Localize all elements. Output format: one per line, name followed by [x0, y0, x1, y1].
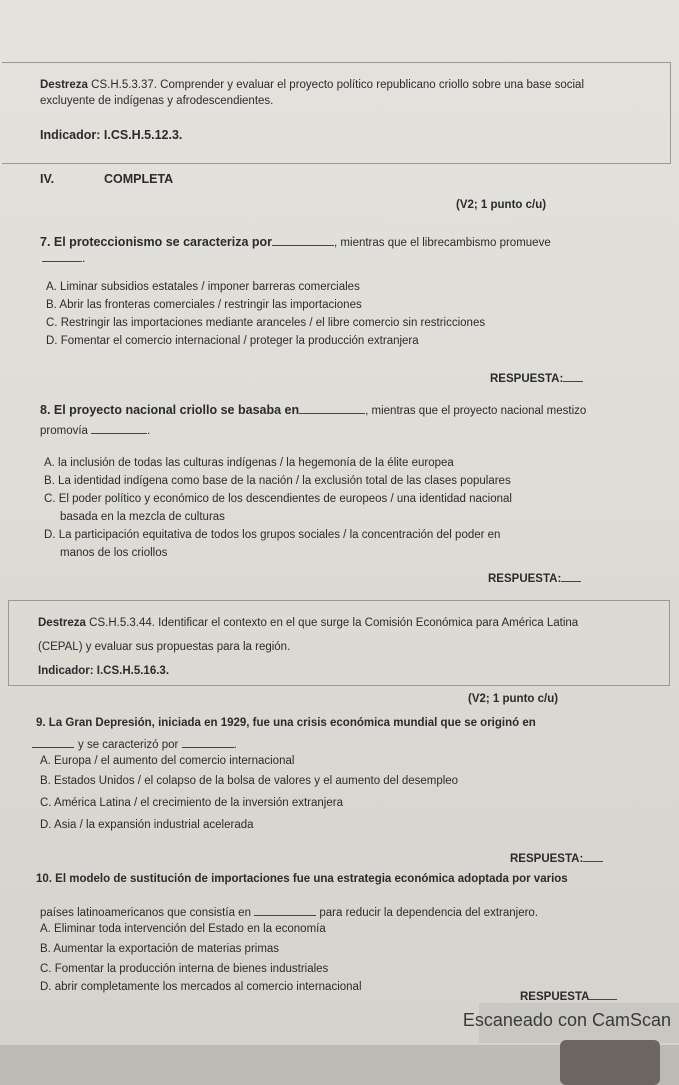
- q7-option-c[interactable]: C. Restringir las importaciones mediante aranceles / el libre comercio sin restricciones: [46, 317, 486, 329]
- points-2: (V2; 1 punto c/u): [468, 693, 559, 705]
- bottom-dark-object: [560, 1040, 660, 1085]
- q9-blank-2[interactable]: [182, 736, 234, 748]
- q8-answer-blank[interactable]: [561, 570, 581, 582]
- q9-option-a[interactable]: A. Europa / el aumento del comercio internacional: [40, 755, 295, 767]
- q8-option-d[interactable]: D. La participación equitativa de todos los grupos sociales / la concentración del poder en: [44, 529, 501, 541]
- q10-option-a[interactable]: A. Eliminar toda intervención del Estado en la economía: [40, 923, 326, 935]
- destreza-2-line2: (CEPAL) y evaluar sus propuestas para la región.: [38, 641, 291, 653]
- q9-line2: y se caracterizó por .: [74, 736, 237, 753]
- q7-line2: .: [42, 250, 85, 266]
- q8-line1: 8. El proyecto nacional criollo se basaba en , mientras que el proyecto nacional mestizo: [40, 403, 587, 417]
- q7-answer-blank[interactable]: [563, 370, 583, 382]
- destreza-1-line2: excluyente de indígenas y afrodescendientes.: [40, 95, 274, 107]
- points-1: (V2; 1 punto c/u): [456, 199, 547, 211]
- q9-blank-1[interactable]: [32, 736, 74, 748]
- q10-answer-blank[interactable]: [589, 988, 617, 1000]
- q8-option-b[interactable]: B. La identidad indígena como base de la nación / la exclusión total de las clases populares: [44, 475, 511, 487]
- part-title: COMPLETA: [104, 172, 174, 186]
- q7-line1: 7. El proteccionismo se caracteriza por , mientras que el librecambismo promueve: [40, 235, 551, 249]
- q8-option-a[interactable]: A. la inclusión de todas las culturas indígenas / la hegemonía de la élite europea: [44, 457, 454, 469]
- q7-blank-1[interactable]: [272, 234, 334, 246]
- part-numeral: IV.: [40, 172, 55, 186]
- q8-blank-2[interactable]: [91, 422, 147, 434]
- indicador-1: Indicador: I.CS.H.5.12.3.: [40, 128, 183, 142]
- q7-answer: RESPUESTA:: [490, 370, 583, 387]
- q9-answer-blank[interactable]: [583, 850, 603, 862]
- q8-option-d-cont: manos de los criollos: [60, 547, 168, 559]
- q10-option-c[interactable]: C. Fomentar la producción interna de bienes industriales: [40, 963, 329, 975]
- indicador-2: Indicador: I.CS.H.5.16.3.: [38, 665, 170, 677]
- q8-blank-1[interactable]: [299, 402, 365, 414]
- q7-blank-2[interactable]: [42, 250, 82, 262]
- q9-answer: RESPUESTA:: [510, 850, 603, 867]
- q8-option-c[interactable]: C. El poder político y económico de los descendientes de europeos / una identidad nacional: [44, 493, 512, 505]
- q8-answer: RESPUESTA:: [488, 570, 581, 587]
- destreza-1-line1: Destreza CS.H.5.3.37. Comprender y evaluar el proyecto político republicano criollo sobre una base social: [40, 79, 584, 91]
- q7-option-d[interactable]: D. Fomentar el comercio internacional / proteger la producción extranjera: [46, 335, 419, 347]
- q9-line1: 9. La Gran Depresión, iniciada en 1929, fue una crisis económica mundial que se originó en: [36, 717, 536, 729]
- q10-answer: RESPUESTA: [520, 988, 617, 1005]
- q9-option-d[interactable]: D. Asia / la expansión industrial acelerada: [40, 819, 254, 831]
- q10-option-b[interactable]: B. Aumentar la exportación de materias primas: [40, 943, 280, 955]
- destreza-2-line1: Destreza CS.H.5.3.44. Identificar el contexto en el que surge la Comisión Económica para América Latina: [38, 617, 579, 629]
- q10-line1: 10. El modelo de sustitución de importaciones fue una estrategia económica adoptada por varios: [36, 873, 568, 885]
- q7-option-a[interactable]: A. Liminar subsidios estatales / imponer barreras comerciales: [46, 281, 360, 293]
- q10-option-d[interactable]: D. abrir completamente los mercados al comercio internacional: [40, 981, 362, 993]
- q10-blank-1[interactable]: [254, 904, 316, 916]
- q8-line2: promovía .: [40, 422, 150, 439]
- q10-line2: países latinoamericanos que consistía en para reducir la dependencia del extranjero.: [40, 904, 538, 921]
- q7-option-b[interactable]: B. Abrir las fronteras comerciales / restringir las importaciones: [46, 299, 362, 311]
- q9-option-c[interactable]: C. América Latina / el crecimiento de la inversión extranjera: [40, 797, 343, 809]
- q9-option-b[interactable]: B. Estados Unidos / el colapso de la bolsa de valores y el aumento del desempleo: [40, 775, 459, 787]
- q8-option-c-cont: basada en la mezcla de culturas: [60, 511, 225, 523]
- watermark-text: Escaneado con CamScan: [462, 1010, 671, 1030]
